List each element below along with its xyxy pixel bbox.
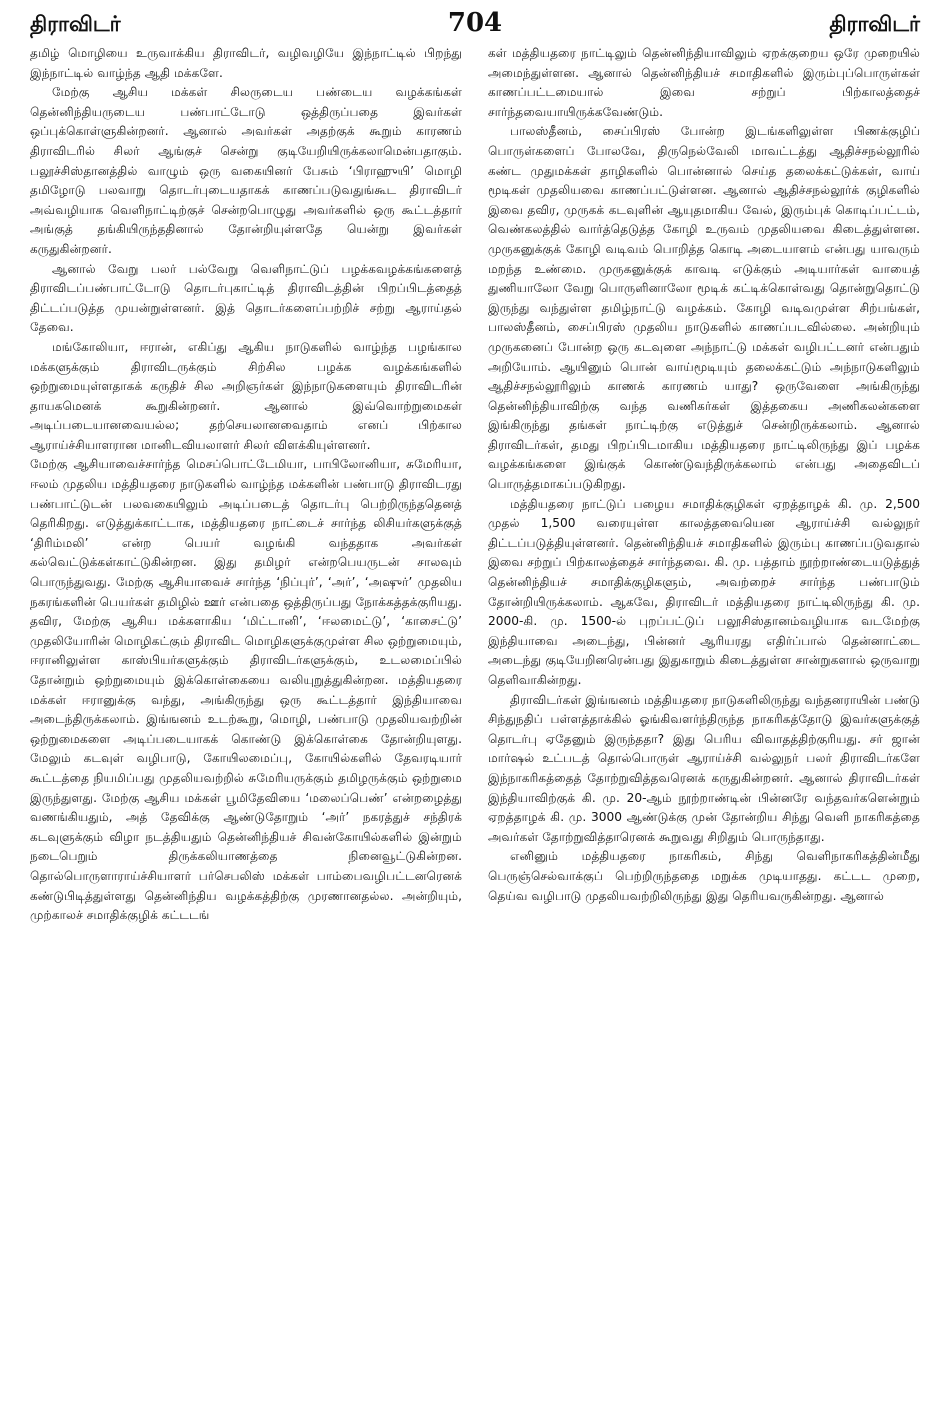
paragraph: பாலஸ்தீனம், சைப்பிரஸ் போன்ற இடங்களிலுள்ள பிணக்குழிப் பொருள்களைப் போலவே, திருநெல்வேலி மாவட்டத்து ஆதிச்சநல்லூரில் கண்ட முதுமக்கள் தாழிகளில் பொன்னால் செய்த தலைக்கட்டுக்கள், வாய் மூடிகள் முதலியவை காணப்பட்டுள்ளன. ஆனால் ஆதிச்சநல்லூர்க் குழிகளில் இவை தவிர, முருகக் கடவுளின் ஆயுதமாகிய வேல், இரும்புக் கொடிப்பட்டம், வெண்கலத்தில் வார்த்தெடுத்த கோழி உருவம் முதலியவை கிடைத்துள்ளன. முருகனுக்குக் கோழி வடிவம் பொறித்த கொடி அடையாளம் என்பது யாவரும் மறந்த உண்மை. முருகனுக்குக் காவடி எடுக்கும் அடியார்கள் வாயைத் துணியாலோ வேறு பொருளினாலோ மூடிக் கட்டிக்கொள்வது தொன்றுதொட்டு இருந்து வந்துள்ள தமிழ்நாட்டு வழக்கம். கோழி வடிவமுள்ள சிற்பங்கள், பாலஸ்தீனம், சைப்பிரஸ் முதலிய நாடுகளில் காணப்படவில்லை. அன்றியும் முருகனைப் போன்ற ஒரு கடவுளை அந்நாட்டு மக்கள் வழிபட்டனர் என்பதும் அறியோம். ஆயினும் பொன் வாய்மூடியும் தலைக்கட்டும் அந்நாடுகளிலும் ஆதிச்சநல்லூரிலும் காணக் காரணம் யாது? ஒருவேளை அங்கிருந்து தென்னிந்தியாவிற்கு வந்த வணிகர்கள் இத்தகைய அணிகலன்களை இங்கிருந்து தங்கள் நாட்டிற்கு எடுத்துச் சென்றிருக்கலாம். ஆனால் திராவிடர்கள், தமது பிறப்பிடமாகிய மத்தியதரை நாட்டிலிருந்து இப் பழக்க வழக்கங்களை இங்குக் கொண்டுவந்திருக்கலாம் என்பது அதைவிடப் பொருத்தமாகப்படுகிறது. — [488, 124, 920, 492]
paragraph: திராவிடர்கள் இங்ஙனம் மத்தியதரை நாடுகளிலிருந்து வந்தனராயின் பண்டு சிந்துநதிப் பள்ளத்தாக்கில் ஓங்கிவளர்ந்திருந்த நாகரிகத்தோடு இவர்களுக்குத் தொடர்பு ஏதேனும் இருந்ததா? இது பெரிய விவாதத்திற்குரியது. சர் ஜான் மார்ஷல் உட்படத் தொல்பொருள் ஆராய்ச்சி வல்லுநர் பலர் திராவிடர்களே இந்நாகரிகத்தைத் தோற்றுவித்தவரெனக் கருதுகின்றனர். ஆனால் திராவிடர்கள் இந்தியாவிற்குக் கி. மு. 20-ஆம் நூற்றாண்டின் பின்னரே வந்தவர்களென்றும் ஏறத்தாழக் கி. மு. 3000 ஆண்டுக்கு முன் தோன்றிய சிந்து வெளி நாகரிகத்தை அவர்கள் தோற்றுவித்தாரெனக் கூறுவது சிறிதும் பொருந்தாது. — [488, 692, 920, 844]
running-head — [30, 8, 920, 44]
running-head-left: திராவிடர் — [30, 12, 121, 36]
paragraph: எனினும் மத்தியதரை நாகரிகம், சிந்து வெளிநாகரிகத்தின்மீது பெருஞ்செல்வாக்குப் பெற்றிருந்ததை மறுக்க முடியாதது. கட்டட முறை, தெய்வ வழிபாடு முதலியவற்றிலிருந்து இது தெரியவருகின்றது. ஆனால் — [488, 849, 920, 903]
right-column — [488, 44, 920, 1414]
text-columns — [30, 44, 920, 1414]
paragraph: தமிழ் மொழியை உருவாக்கிய திராவிடர், வழிவழியே இந்நாட்டில் பிறந்து இந்நாட்டில் வாழ்ந்த ஆதி மக்களே. — [30, 46, 462, 80]
running-head-right: திராவிடர் — [829, 12, 920, 36]
page-number: 704 — [447, 8, 503, 38]
paragraph: மேற்கு ஆசிய மக்கள் சிலருடைய பண்டைய வழக்கங்கள் தென்னிந்தியருடைய பண்பாட்டோடு ஒத்திருப்பதை இவர்கள் ஒப்புக்கொள்ளுகின்றனர். ஆனால் அவர்கள் அதற்குக் கூறும் காரணம் திராவிடரில் சிலர் ஆங்குச் சென்று குடியேறியிருக்கலாமென்பதாகும். பலூச்சிஸ்தானத்தில் வாழும் ஒரு வகையினர் பேசும் ‘பிராஹுயி’ மொழி தமிழோடு பலவாறு தொடர்புடையதாகக் காணப்படுவதுங்கூட திராவிடர் அவ்வழியாக வெளிநாட்டிற்குச் சென்றபொழுது அவர்களில் ஒரு கூட்டத்தார் அங்குத் தங்கியிருந்ததினால் தோன்றியுள்ளதே யென்று இவர்கள் கருதுகின்றனர். — [30, 85, 462, 256]
paragraph: மத்தியதரை நாட்டுப் பழைய சமாதிக்குழிகள் ஏறத்தாழக் கி. மு. 2,500 முதல் 1,500 வரையுள்ள காலத்தவையென ஆராய்ச்சி வல்லுநர் திட்டப்படுத்தியுள்ளனர். தென்னிந்தியச் சமாதிகளில் இரும்பு காணப்படுவதால் இவை சற்றுப் பிற்காலத்தைச் சார்ந்தவை. கி. மு. பத்தாம் நூற்றாண்டையடுத்துத் தென்னிந்தியச் சமாதிக்குழிகளும், அவற்றைச் சார்ந்த பண்பாடும் தோன்றியிருக்கலாம். ஆகவே, திராவிடர் மத்தியதரை நாட்டிலிருந்து கி. மு. 2000-கி. மு. 1500-ல் புறப்பட்டுப் பலூசிஸ்தானம்வழியாக வடமேற்கு இந்தியாவை அடைந்து, பின்னர் ஆரியரது எதிர்ப்பால் தென்னாட்டை அடைந்து குடியேறினரென்பது இதுகாறும் கிடைத்துள்ள சான்றுகளால் ஒருவாறு தெளிவாகின்றது. — [488, 496, 920, 687]
paragraph: மேற்கு ஆசியாவைச்சார்ந்த மெசப்பொட்டேமியா, பாபிலோனியா, சுமேரியா, ஈலம் முதலிய மத்தியதரை நாடுகளில் வாழ்ந்த மக்களின் பண்பாடு திராவிடரது பண்பாட்டுடன் பலவகையிலும் அடிப்படைத் தொடர்பு பெற்றிருந்ததெனத் தெரிகிறது. எடுத்துக்காட்டாக, மத்தியதரை நாட்டைச் சார்ந்த லிசியர்களுக்குத் ‘திரிம்மலி’ என்ற பெயர் வழங்கி வந்ததாக அவர்கள் கல்வெட்டுக்கள்காட்டுகின்றன. இது தமிழர் என்றபெயருடன் சாலவும் பொருந்துவது. மேற்கு ஆசியாவைச் சார்ந்த ‘நிப்புர்’, ‘அர்’, ‘அஷுர்’ முதலிய நகரங்களின் பெயர்கள் தமிழில் ஊர் என்பதை ஒத்திருப்பது நோக்கத்தக்குரியது. தவிர, மேற்கு ஆசிய மக்களாகிய ‘மிட்டானி’, ‘ஈலமைட்டு’, ‘காசைட்டு’ முதலியோரின் மொழிகட்கும் திராவிட மொழிகளுக்குமுள்ள சில ஒற்றுமையும், ஈரானிலுள்ள காஸ்பியர்களுக்கும் திராவிடர்களுக்கும், உடலமைப்பில் தோன்றும் ஒற்றுமையும் இக்கொள்கையை வலியுறுத்துகின்றன. மத்தியதரை மக்கள் ஈரானுக்கு வந்து, அங்கிருந்து ஒரு கூட்டத்தார் இந்தியாவை அடைந்திருக்கலாம். இங்ஙனம் உடற்கூறு, மொழி, பண்பாடு முதலியவற்றின் ஒற்றுமைகளை அடிப்படையாகக் கொண்டு இக்கொள்கை தோன்றியுளது. மேலும் கடவுள் வழிபாடு, கோயிலமைப்பு, கோயில்களில் தேவரடியார் கூட்டத்தை நியமிப்பது முதலியவற்றில் சுமேரியருக்கும் தமிழருக்கும் ஒற்றுமை இருந்துளது. மேற்கு ஆசிய மக்கள் பூமிதேவியை ‘மலைப்பெண்’ என்றழைத்து வணங்கியதும், அத் தேவிக்கு ஆண்டுதோறும் ‘அர்’ நகரத்துச் சந்திரக் கடவுளுக்கும் விழா நடத்தியதும் தென்னிந்தியச் சிவன்கோயில்களில் இன்றும் நடைபெறும் திருக்கலியாணத்தை நினைவூட்டுகின்றன. தொல்பொருளாராய்ச்சியாளர் பர்செபலிஸ் மக்கள் பாம்பைவழிபட்டனரெனக் கண்டுபிடித்துள்ளது தென்னிந்திய வழக்கத்திற்கு முரணானதல்ல. அன்றியும், முற்காலச் சமாதிக்குழிக் கட்டடங் — [30, 457, 462, 923]
left-column — [30, 44, 462, 1414]
paragraph: கள் மத்தியதரை நாட்டிலும் தென்னிந்தியாவிலும் ஏறக்குறைய ஒரே முறையில் அமைந்துள்ளன. ஆனால் தென்னிந்தியச் சமாதிகளில் இரும்புப்பொருள்கள் காணப்பட்டமையால் இவை சற்றுப் பிற்காலத்தைச் சார்ந்தவையாயிருக்கவேண்டும். — [488, 46, 920, 119]
paragraph: ஆனால் வேறு பலர் பல்வேறு வெளிநாட்டுப் பழக்கவழக்கங்களைத் திராவிடப்பண்பாட்டோடு தொடர்புகாட்டித் திராவிடத்தின் பிறப்பிடத்தைத் திட்டப்படுத்த முயன்றுள்ளனர். இத் தொடர்களைப்பற்றிச் சற்று ஆராய்தல் தேவை. — [30, 261, 462, 335]
paragraph: மங்கோலியா, ஈரான், எகிப்து ஆகிய நாடுகளில் வாழ்ந்த பழங்கால மக்களுக்கும் திராவிடருக்கும் சிற்சில பழக்க வழக்கங்களில் ஒற்றுமையுள்ளதாகக் கருதிச் சில அறிஞர்கள் இந்நாடுகளையும் திராவிடரின் தாயகமெனக் கூறுகின்றனர். ஆனால் இவ்வொற்றுமைகள் அடிப்படையானவையல்ல; தற்செயலானவைதாம் எனப் பிற்கால ஆராய்ச்சியாளரான மானிடவியலாளர் சிலர் விளக்கியுள்ளனர். — [30, 339, 462, 452]
